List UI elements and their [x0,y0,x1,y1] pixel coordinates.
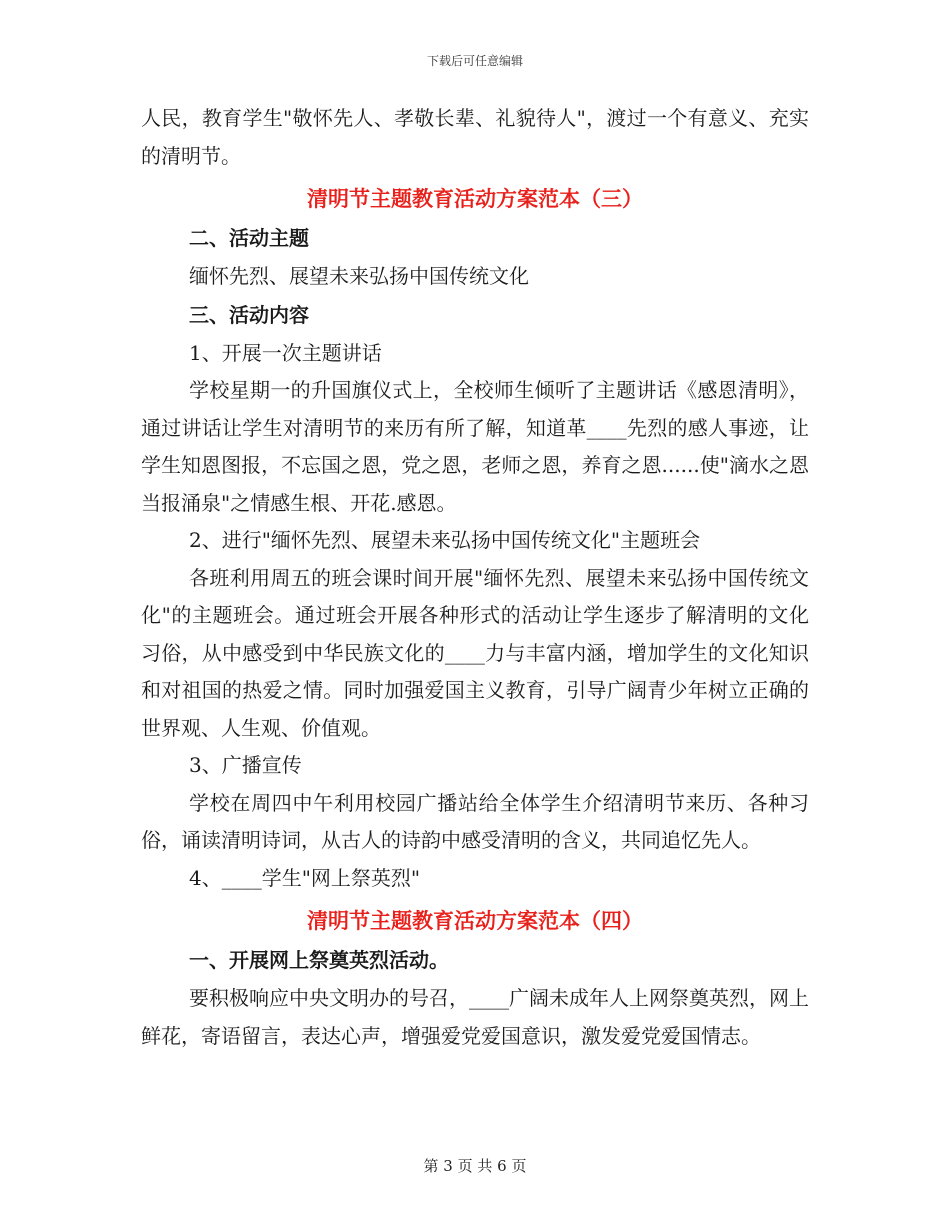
online-memorial-text: 要积极响应中央文明办的号召，____广阔未成年人上网祭奠英烈，网上鲜花，寄语留言，表达心声，增强爱党爱国意识，激发爱党爱国情志。 [141,986,809,1048]
paragraph-continued: 人民，教育学生"敬怀先人、孝敬长辈、礼貌待人"，渡过一个有意义、充实的清明节。 [141,106,809,168]
document-body [141,100,809,1055]
heading-theme: 二、活动主题 [189,226,309,250]
page-header: 下载后可任意编辑 [426,54,523,68]
page-footer: 第 3 页 共 6 页 [423,1157,527,1175]
section-title-3: 清明节主题教育活动方案范本（三） [307,187,643,211]
section-title-4: 清明节主题教育活动方案范本（四） [307,909,643,933]
item3-text: 学校在周四中午利用校园广播站给全体学生介绍清明节来历、各种习俗，诵读清明诗词，从古人的诗韵中感受清明的含义，共同追忆先人。 [141,790,809,852]
theme-text: 缅怀先烈、展望未来弘扬中国传统文化 [189,264,529,288]
item2-text: 各班利用周五的班会课时间开展"缅怀先烈、展望未来弘扬中国传统文化"的主题班会。通过班会开展各种形式的活动让学生逐步了解清明的文化习俗，从中感受到中华民族文化的____力与丰富内涵，增加学生的文化知识和对祖国的热爱之情。同时加强爱国主义教育，引导广阔青少年树立正确的世界观、人生观、价值观。 [141,565,809,740]
item3-title: 3、广播宣传 [189,753,302,777]
heading-online-memorial: 一、开展网上祭奠英烈活动。 [189,948,449,972]
item4-title: 4、____学生"网上祭英烈" [189,865,421,890]
item2-title: 2、进行"缅怀先烈、展望未来弘扬中国传统文化"主题班会 [189,528,701,552]
item1-title: 1、开展一次主题讲话 [189,340,382,365]
item1-text: 学校星期一的升国旗仪式上，全校师生倾听了主题讲话《感恩清明》，通过讲话让学生对清明节的来历有所了解，知道革____先烈的感人事迹，让学生知恩图报，不忘国之恩，党之恩，老师之恩，养育之恩......使"滴水之恩当报涌泉"之情感生根、开花.感恩。 [141,378,809,515]
heading-content: 三、活动内容 [189,302,309,327]
